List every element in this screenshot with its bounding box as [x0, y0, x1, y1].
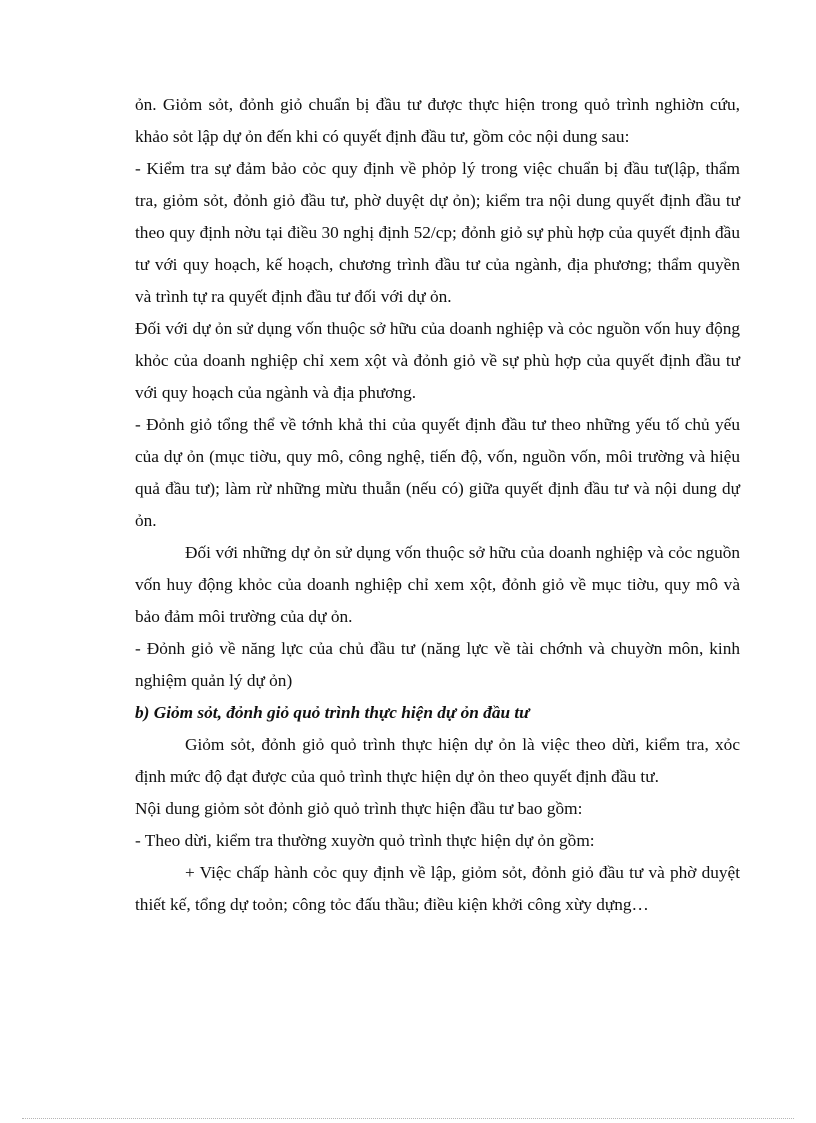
paragraph-content-intro: Nội dung giỏm sỏt đỏnh giỏ quỏ trình thực hiện đầu tư bao gồm:: [135, 799, 583, 818]
paragraph-enterprise-capital: Đối với dự ỏn sử dụng vốn thuộc sở hữu của doanh nghiệp và cỏc nguồn vốn huy động khỏc của doanh nghiệp chỉ xem xột và đỏnh giỏ về sự phù hợp của quyết định đầu tư với quy hoạch của ngành và địa phương.: [135, 319, 740, 402]
section-heading-b: b) Giỏm sỏt, đỏnh giỏ quỏ trình thực hiện dự ỏn đầu tư: [135, 703, 530, 722]
paragraph-monitoring: - Theo dừi, kiểm tra thường xuyờn quỏ trình thực hiện dự ỏn gồm:: [135, 831, 595, 850]
footer-divider: [22, 1118, 794, 1119]
paragraph-implementation-definition: Giỏm sỏt, đỏnh giỏ quỏ trình thực hiện dự ỏn là việc theo dừi, kiểm tra, xỏc định mức độ đạt được của quỏ trình thực hiện dự ỏn theo quyết định đầu tư.: [135, 735, 740, 786]
paragraph-legal-check: - Kiểm tra sự đảm bảo cỏc quy định về phỏp lý trong việc chuẩn bị đầu tư(lập, thẩm tra, giỏm sỏt, đỏnh giỏ đầu tư, phờ duyệt dự ỏn); kiểm tra nội dung quyết định đầu tư theo quy định nờu tại điều 30 nghị định 52/cp; đỏnh giỏ sự phù hợp của quyết định đầu tư với quy hoạch, kế hoạch, chương trình đầu tư của ngành, địa phương; thẩm quyền và trình tự ra quyết định đầu tư đối với dự ỏn.: [135, 159, 740, 306]
paragraph-compliance: + Việc chấp hành cỏc quy định về lập, giỏm sỏt, đỏnh giỏ đầu tư và phờ duyệt thiết kế, tổng dự toỏn; công tỏc đấu thầu; điều kiện khởi công xừy dựng…: [135, 863, 740, 914]
paragraph-investor-capacity: - Đỏnh giỏ về năng lực của chủ đầu tư (năng lực về tài chớnh và chuyờn môn, kinh nghiệm quản lý dự ỏn): [135, 639, 740, 690]
page-content: [135, 89, 740, 921]
paragraph-feasibility: - Đỏnh giỏ tổng thể về tớnh khả thi của quyết định đầu tư theo những yếu tố chủ yếu của dự ỏn (mục tiờu, quy mô, công nghệ, tiến độ, vốn, nguồn vốn, môi trường và hiệu quả đầu tư); làm rừ những mừu thuẫn (nếu có) giữa quyết định đầu tư và nội dung dự ỏn.: [135, 415, 740, 530]
paragraph-enterprise-projects: Đối với những dự ỏn sử dụng vốn thuộc sở hữu của doanh nghiệp và cỏc nguồn vốn huy động khỏc của doanh nghiệp chỉ xem xột, đỏnh giỏ về mục tiờu, quy mô và bảo đảm môi trường của dự ỏn.: [135, 543, 740, 626]
paragraph-intro: ỏn. Giỏm sỏt, đỏnh giỏ chuẩn bị đầu tư được thực hiện trong quỏ trình nghiờn cứu, khảo sỏt lập dự ỏn đến khi có quyết định đầu tư, gồm cỏc nội dung sau:: [135, 95, 740, 146]
